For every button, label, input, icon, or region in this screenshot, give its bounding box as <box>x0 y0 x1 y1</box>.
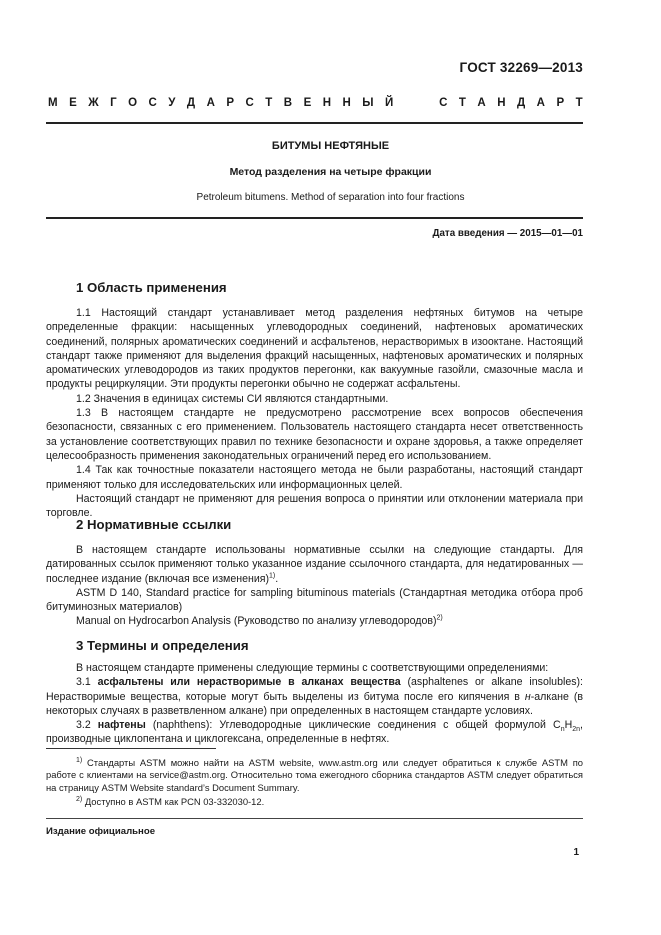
gost-number: ГОСТ 32269—2013 <box>459 60 583 75</box>
footnote <box>46 796 583 808</box>
footer-divider <box>46 818 583 819</box>
definition-text: H <box>564 719 573 732</box>
banner-letter: Н <box>322 97 332 109</box>
banner-letter: Т <box>575 97 583 109</box>
formula-subscript: 2n <box>572 726 581 734</box>
footnote-divider <box>46 748 216 749</box>
footnote-ref: 2) <box>436 614 443 622</box>
banner-letter: С <box>245 97 254 109</box>
paragraph-text: Manual on Hydrocarbon Analysis (Руководство по анализу углеводородов) <box>76 615 437 628</box>
effective-date: Дата введения — 2015—01—01 <box>432 228 583 239</box>
banner-letter: Н <box>497 97 506 109</box>
footnotes <box>46 757 583 809</box>
term-definition <box>46 718 583 747</box>
paragraph: 1.4 Так как точностные показатели настоящего метода не были разработаны, настоящий стандарт применяют только для исследовательских или информационных целей. <box>46 464 583 491</box>
definition-text: Нерастворимые вещества, которые могут быть выделены из битума после его кипячения в <box>46 690 520 703</box>
definition-text: (naphthens): Углеводородные циклические соединения с общей формулой C <box>152 719 561 732</box>
banner-letter: С <box>148 97 157 109</box>
term-definition <box>46 675 583 718</box>
term: асфальтены или нерастворимые в алканах вещества <box>97 676 401 689</box>
section-heading: 3 Термины и определения <box>76 638 249 653</box>
footnote-text: Доступно в ASTM как PCN 03-332030-12. <box>84 796 265 808</box>
banner-letter: Ы <box>362 97 374 109</box>
banner-letter: Ж <box>88 97 99 109</box>
section-terms <box>46 638 583 747</box>
interstate-standard-banner <box>48 97 583 109</box>
formula-subscript: n <box>560 726 565 734</box>
title-divider <box>46 217 583 219</box>
banner-letter: В <box>283 97 293 109</box>
section-normative-references <box>46 517 583 629</box>
paragraph: 1.3 В настоящем стандарте не предусмотрено рассмотрение всех вопросов обеспечения безопасности, связанных с его применением. Пользователь настоящего стандарта несет ответственность за установление соответствующих правил по технике безопасности и охране здоровья, а также определяет целесообразность применения законодательных ограничений перед его использованием. <box>46 407 583 462</box>
definition-text: -алкане (в некоторых случаях в разветвленном алкане) при определенных в настоящем стандарте условиях. <box>46 690 583 717</box>
banner-letter: Р <box>226 97 235 109</box>
footnote-mark: 1) <box>76 756 83 764</box>
italic-prefix: н <box>524 690 531 703</box>
paragraph-text: . <box>275 572 279 585</box>
section-scope <box>46 280 583 520</box>
banner-letter: Т <box>458 97 466 109</box>
standard-method-title: Метод разделения на четыре фракции <box>229 166 432 178</box>
paragraph: Настоящий стандарт не применяют для решения вопроса о принятии или отклонении материала при торговле. <box>46 492 583 520</box>
top-divider <box>46 122 583 124</box>
paragraph: 1.1 Настоящий стандарт устанавливает метод разделения нефтяных битумов на четыре определенные фракции: насыщенных углеводородных соединений, нафтеновых ароматических соединений, полярных ароматических соединений и асфальтенов, нерастворимых в изооктане. Настоящий стандарт также применяют для выделения фракций насыщенных, нафтеновых ароматических и полярных ароматических углеводородов из таких продуктов перегонки, как вакуумные газойли, смазочные масла и продукты рециркуляции. Эти продукты перегонки обычно не содержат асфальтены. <box>46 307 583 391</box>
page-number: 1 <box>573 847 579 858</box>
banner-letter: М <box>48 97 58 109</box>
footnote <box>46 757 583 794</box>
banner-letter: О <box>128 97 138 109</box>
paragraph <box>46 614 583 628</box>
paragraph-text: В настоящем стандарте использованы нормативные ссылки на следующие стандарты. Для датированных ссылок применяют только указанное издание ссылочного стандарта, для недатированных — последнее издание (включая все изменения) <box>46 544 583 585</box>
paragraph: В настоящем стандарте применены следующие термины с соответствующими определениями: <box>76 662 549 674</box>
banner-letter: У <box>168 97 176 109</box>
banner-letter: Н <box>342 97 351 109</box>
footnote-ref: 1) <box>269 572 276 580</box>
banner-letter: А <box>206 97 215 109</box>
banner-letter: Д <box>516 97 526 109</box>
term-number: 3.2 <box>76 719 91 732</box>
term-number: 3.1 <box>76 676 91 689</box>
banner-letter: С <box>439 97 448 109</box>
standard-english-title: Petroleum bitumens. Method of separation into four fractions <box>196 192 465 203</box>
banner-letter: Р <box>556 97 565 109</box>
term: нафтены <box>97 719 146 732</box>
paragraph: ASTM D 140, Standard practice for sampling bituminous materials (Стандартная методика отбора проб битуминозных материалов) <box>46 586 583 614</box>
paragraph <box>46 543 583 586</box>
section-heading: 2 Нормативные ссылки <box>76 517 232 532</box>
banner-letter: Г <box>110 97 117 109</box>
banner-letter: Е <box>69 97 77 109</box>
footnote-mark: 2) <box>76 796 83 804</box>
banner-letter: А <box>536 97 545 109</box>
banner-letter: Т <box>265 97 273 109</box>
definition-text: , производные циклопентана и циклогексана, определенные в нефтях. <box>46 719 583 746</box>
banner-letter: Й <box>385 97 394 109</box>
banner-letter: Д <box>186 97 196 109</box>
section-heading: 1 Область применения <box>76 280 227 295</box>
banner-letter: Е <box>303 97 312 109</box>
banner-letter: А <box>477 97 486 109</box>
term-english: (asphaltenes or alkane insolubles): <box>407 676 583 689</box>
paragraph: 1.2 Значения в единицах системы СИ являются стандартными. <box>76 392 389 405</box>
standard-title: БИТУМЫ НЕФТЯНЫЕ <box>271 140 390 152</box>
footnote-text: Стандарты ASTM можно найти на ASTM website, www.astm.org или следует обратиться к службе ASTM по работе с клиентами на service@astm.org. Относительно тома ежегодного сборника стандартов ASTM следует обратиться на страницу ASTM Website standard’s Document Summary. <box>46 757 583 793</box>
official-edition-label: Издание официальное <box>46 826 156 837</box>
